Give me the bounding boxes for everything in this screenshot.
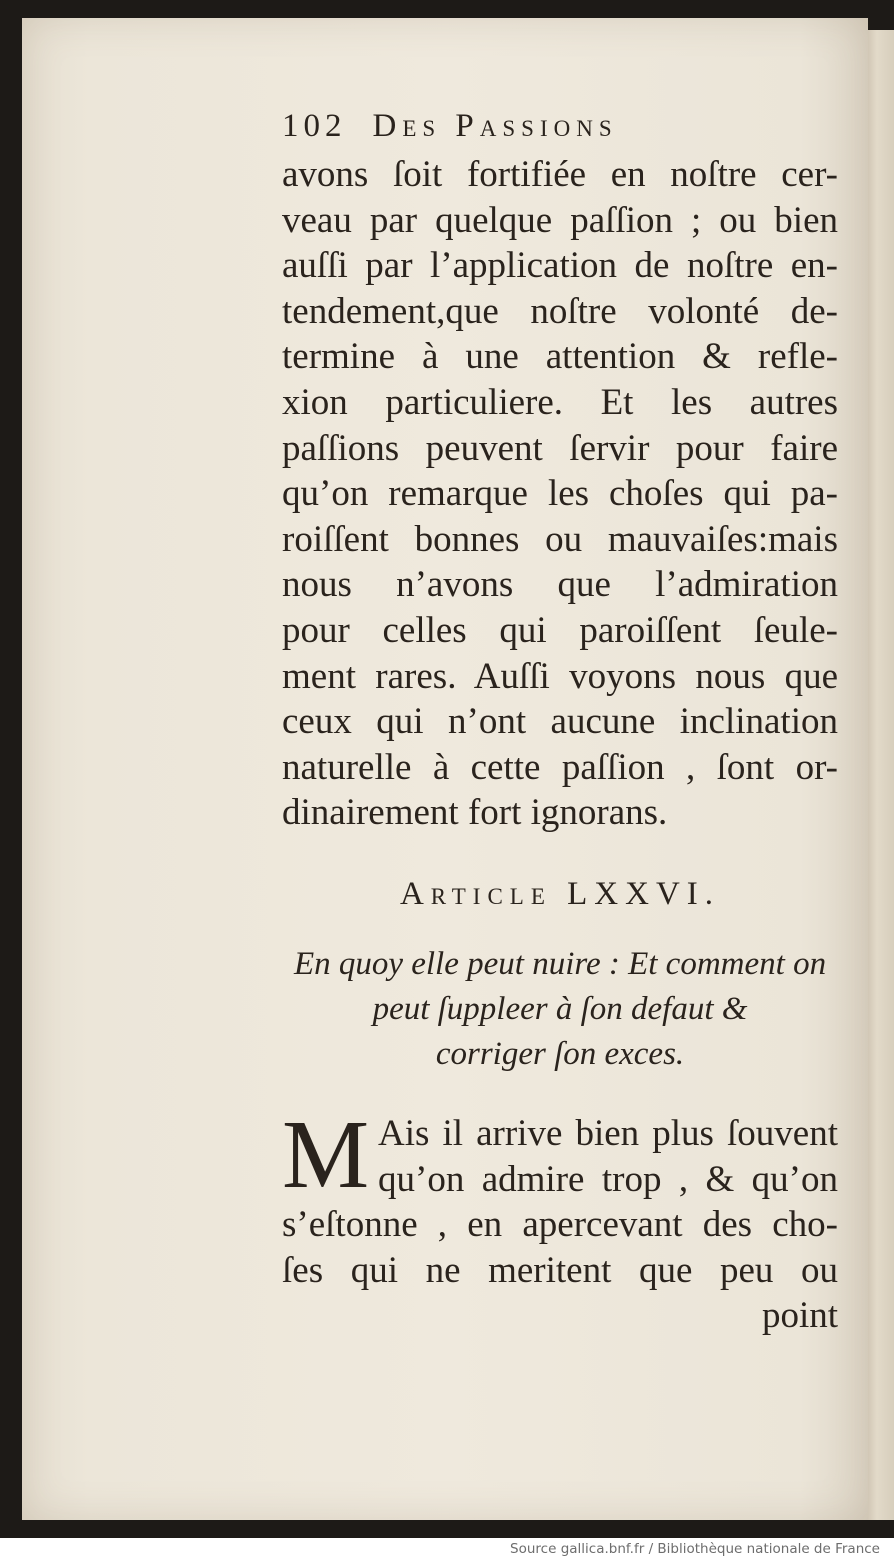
source-footer: Source gallica.bnf.fr / Bibliothèque nationale de France	[510, 1541, 880, 1557]
text-line: dinairement fort ignorans.	[282, 792, 668, 834]
text-line: naturelle à cette paſſion , ſont or-	[282, 746, 838, 788]
page-number: 102	[282, 108, 347, 144]
text-line: ceux qui n’ont aucune inclination	[282, 701, 838, 743]
paragraph-2	[282, 1100, 838, 1339]
summary-line: corriger ſon exces.	[435, 1035, 685, 1072]
text-line: pour celles qui paroiſſent ſeule-	[282, 609, 838, 651]
text-line: qu’on admire trop , & qu’on	[378, 1158, 838, 1200]
page-header	[282, 108, 838, 152]
article-summary	[282, 942, 838, 1077]
summary-line: peut ſuppleer à ſon defaut &	[372, 990, 748, 1027]
running-title: Des Passions	[372, 108, 618, 144]
text-line: Ais il arrive bien plus ſouvent	[378, 1112, 838, 1154]
text-line: xion particuliere. Et les autres	[282, 381, 838, 423]
drop-cap: M	[282, 1100, 370, 1209]
summary-line: En quoy elle peut nuire : Et comment on	[293, 945, 827, 982]
text-line: ment rares. Auſſi voyons nous que	[282, 655, 838, 697]
adjacent-page-edge	[866, 30, 894, 1520]
text-line: qu’on remarque les choſes qui pa-	[282, 473, 838, 515]
text-line: veau par quelque paſſion ; ou bien	[282, 199, 838, 241]
text-line: termine à une attention & refle-	[282, 336, 838, 378]
article-heading: Article LXXVI.	[399, 875, 721, 912]
text-line: ſes qui ne meritent que peu ou	[282, 1249, 838, 1291]
text-line: nous n’avons que l’admiration	[282, 564, 838, 606]
catchword: point	[761, 1295, 838, 1337]
text-line: paſſions peuvent ſervir pour faire	[282, 427, 838, 469]
text-line: auſſi par l’application de noſtre en-	[282, 245, 838, 287]
text-line: s’eſtonne , en apercevant des cho-	[282, 1204, 838, 1246]
paragraph-1	[282, 152, 838, 836]
text-line: roiſſent bonnes ou mauvaiſes:mais	[282, 518, 838, 560]
text-line: avons ſoit fortifiée en noſtre cer-	[282, 154, 838, 195]
text-line: tendement,que noſtre volonté de-	[282, 290, 838, 332]
page-text-block	[282, 108, 838, 1339]
